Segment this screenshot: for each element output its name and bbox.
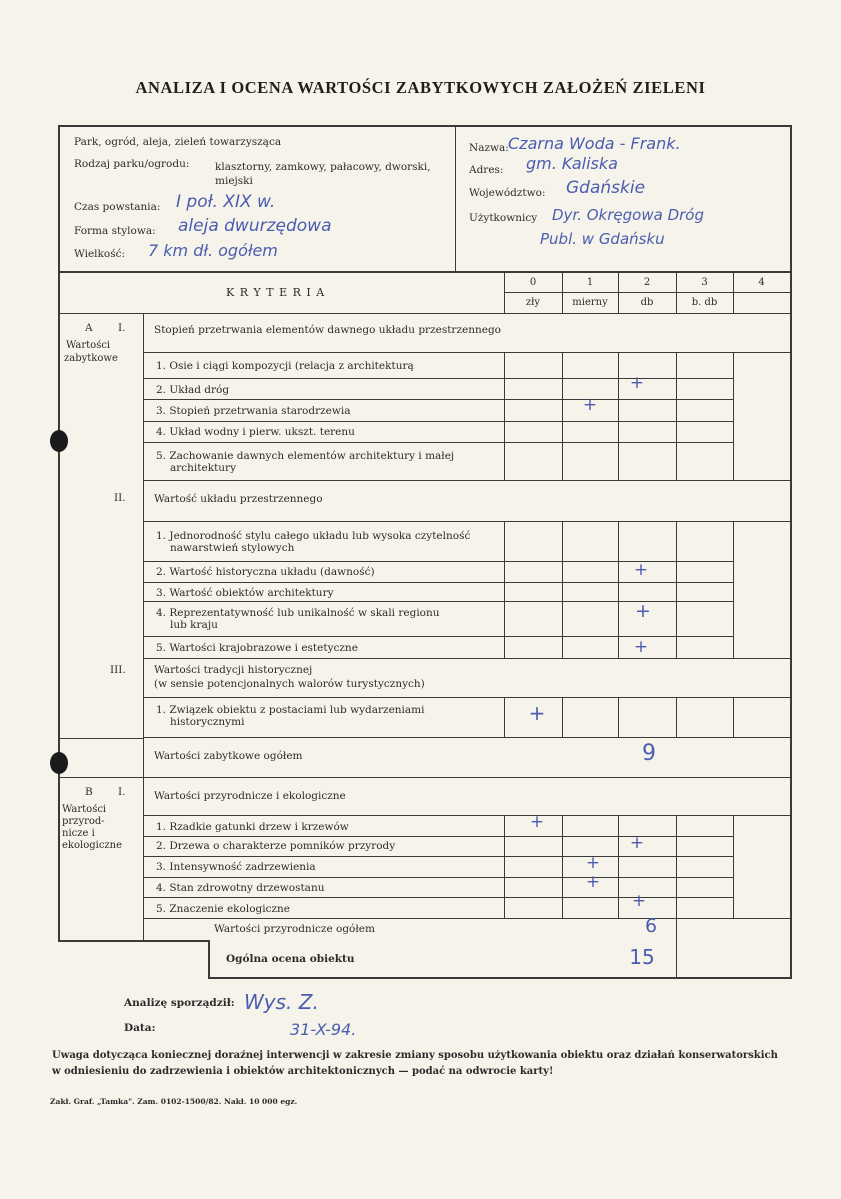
row-r5-b: architektury bbox=[170, 462, 237, 474]
row-s3: 3. Wartość obiektów architektury bbox=[156, 587, 334, 599]
col-1-word: mierny bbox=[572, 297, 608, 308]
mark-s5: + bbox=[633, 637, 649, 657]
section-b-name-2: przyrod- bbox=[62, 816, 105, 827]
section-b-name-4: ekologiczne bbox=[62, 840, 123, 851]
section-a-letter: A bbox=[85, 322, 93, 334]
col-line-3-head bbox=[676, 271, 677, 313]
czas-label: Czas powstania: bbox=[74, 201, 161, 213]
punch-hole-top bbox=[50, 430, 68, 452]
section-a-iii: III. bbox=[110, 664, 126, 676]
row-b5: 5. Znaczenie ekologiczne bbox=[156, 903, 291, 915]
uzyt-value: Dyr. Okręgowa Dróg bbox=[552, 206, 704, 224]
adres-value: gm. Kaliska bbox=[526, 154, 618, 173]
total-b-label: Wartości przyrodnicze ogółem bbox=[214, 923, 375, 935]
grid-v0-b bbox=[504, 521, 505, 658]
mark-b5: + bbox=[631, 891, 647, 911]
mark-b4: + bbox=[585, 872, 601, 892]
grid-v3-c bbox=[676, 697, 677, 737]
r3-bottom bbox=[143, 421, 733, 422]
section-a-name-1: Wartości bbox=[66, 340, 111, 351]
section-divider-b bbox=[58, 777, 792, 778]
row-b4: 4. Stan zdrowotny drzewostanu bbox=[156, 882, 325, 894]
grid-v1-a bbox=[562, 352, 563, 480]
frame-left bbox=[58, 125, 60, 941]
nazwa-label: Nazwa: bbox=[469, 142, 509, 154]
grid-v0-d bbox=[504, 815, 505, 918]
kryteria-bottom bbox=[58, 313, 792, 314]
grid-v3-a bbox=[676, 352, 677, 480]
col-2-word: db bbox=[640, 297, 654, 308]
col-line-1-head bbox=[562, 271, 563, 313]
grid-v3-d bbox=[676, 815, 677, 918]
grid-v4-b bbox=[733, 521, 734, 658]
total-all-label: Ogólna ocena obiektu bbox=[226, 953, 355, 965]
b3-bottom bbox=[143, 877, 733, 878]
grid-v3-b bbox=[676, 521, 677, 658]
grid-v4-a bbox=[733, 352, 734, 480]
section-a-name-2: zabytkowe bbox=[64, 353, 118, 364]
park-label: Park, ogród, aleja, zieleń towarzysząca bbox=[74, 136, 282, 148]
row-t1-b: historycznymi bbox=[170, 716, 245, 728]
grid-v2-d bbox=[618, 815, 619, 918]
b2-bottom bbox=[143, 856, 733, 857]
grid-v4-d bbox=[733, 815, 734, 918]
row-b2: 2. Drzewa o charakterze pomników przyrody bbox=[156, 840, 396, 852]
rodzaj-label: Rodzaj parku/ogrodu: bbox=[74, 158, 190, 170]
group-3-label-a: Wartości tradycji historycznej bbox=[154, 664, 313, 676]
t1-bottom bbox=[143, 737, 792, 738]
header-divider bbox=[455, 125, 456, 272]
header-bottom bbox=[58, 271, 792, 273]
analiza-label: Analizę sporządził: bbox=[124, 997, 235, 1009]
uwaga-line-1: Uwaga dotycząca koniecznej doraźnej interwencji w zakresie zmiany sposobu użytkowania obiektu oraz działań konserwatorskich bbox=[52, 1050, 778, 1061]
group-4-label: Wartości przyrodnicze i ekologiczne bbox=[154, 790, 346, 802]
uwaga-line-2: w odniesieniu do zadrzewienia i obiektów architektonicznych — podać na odwrocie karty! bbox=[52, 1066, 554, 1077]
group-1-label: Stopień przetrwania elementów dawnego układu przestrzennego bbox=[154, 324, 501, 336]
mark-s2: + bbox=[633, 560, 649, 580]
row-r2: 2. Układ dróg bbox=[156, 384, 230, 396]
b5-bottom bbox=[143, 918, 792, 919]
adres-label: Adres: bbox=[469, 164, 504, 176]
g3-top bbox=[143, 697, 792, 698]
mark-b3: + bbox=[585, 853, 601, 873]
wielkosc-value: 7 km dł. ogółem bbox=[148, 241, 278, 260]
total-box-line bbox=[676, 918, 677, 978]
data-value: 31-X-94. bbox=[290, 1020, 357, 1039]
forma-value: aleja dwurzędowa bbox=[178, 216, 332, 236]
section-col-line bbox=[143, 313, 144, 941]
row-r3: 3. Stopień przetrwania starodrzewia bbox=[156, 405, 351, 417]
uzyt-value-2: Publ. w Gdańsku bbox=[540, 230, 665, 248]
r5-bottom bbox=[143, 480, 792, 481]
row-s1-b: nawarstwień stylowych bbox=[170, 542, 295, 554]
row-s4-a: 4. Reprezentatywność lub unikalność w skali regionu bbox=[156, 607, 440, 619]
group-3-label-b: (w sensie potencjonalnych walorów turystycznych) bbox=[154, 678, 425, 690]
row-r1: 1. Osie i ciągi kompozycji (relacja z architekturą bbox=[156, 360, 414, 372]
punch-hole-bottom bbox=[50, 752, 68, 774]
col-line-4-head bbox=[733, 271, 734, 313]
grid-v2-b bbox=[618, 521, 619, 658]
grid-v1-d bbox=[562, 815, 563, 918]
col-line-2-head bbox=[618, 271, 619, 313]
wielkosc-label: Wielkość: bbox=[74, 248, 126, 260]
section-a-i: I. bbox=[118, 322, 126, 334]
forma-label: Forma stylowa: bbox=[74, 225, 156, 237]
s2-bottom bbox=[143, 582, 733, 583]
row-t1-a: 1. Związek obiektu z postaciami lub wydarzeniami bbox=[156, 704, 425, 716]
kryteria-label: K R Y T E R I A bbox=[226, 286, 326, 299]
woj-label: Województwo: bbox=[469, 187, 546, 199]
grid-v0-a bbox=[504, 352, 505, 480]
czas-value: I poł. XIX w. bbox=[176, 192, 276, 212]
col-1-num: 1 bbox=[586, 277, 594, 288]
row-b1: 1. Rzadkie gatunki drzew i krzewów bbox=[156, 821, 349, 833]
analiza-signature: Wys. Z. bbox=[244, 990, 319, 1014]
frame-bottom bbox=[208, 977, 792, 979]
g4-top bbox=[143, 815, 792, 816]
frame-step bbox=[208, 940, 210, 979]
kryteria-mid-line bbox=[504, 292, 792, 293]
row-b3: 3. Intensywność zadrzewienia bbox=[156, 861, 316, 873]
section-b-name-3: nicze i bbox=[62, 828, 95, 839]
grid-v2-c bbox=[618, 697, 619, 737]
total-all-value: 15 bbox=[629, 945, 655, 969]
page-title: ANALIZA I OCENA WARTOŚCI ZABYTKOWYCH ZAŁOŻEŃ ZIELENI bbox=[135, 78, 706, 97]
row-s5: 5. Wartości krajobrazowe i estetyczne bbox=[156, 642, 358, 654]
group-2-label: Wartość układu przestrzennego bbox=[154, 493, 323, 505]
frame-top bbox=[58, 125, 792, 127]
section-divider-a bbox=[58, 738, 144, 739]
mark-r3: + bbox=[582, 395, 598, 415]
col-3-num: 3 bbox=[701, 277, 708, 288]
grid-v1-c bbox=[562, 697, 563, 737]
uwaga-note bbox=[52, 1048, 792, 1080]
mark-t1: + bbox=[528, 701, 546, 725]
col-0-word: zły bbox=[525, 297, 541, 308]
row-s4-b: lub kraju bbox=[170, 619, 218, 631]
data-label: Data: bbox=[124, 1022, 156, 1034]
uzyt-label: Użytkownicy bbox=[469, 212, 538, 224]
grid-v4-c bbox=[733, 697, 734, 737]
row-s1-a: 1. Jednorodność stylu całego układu lub wysoka czytelność bbox=[156, 530, 471, 542]
grid-v1-b bbox=[562, 521, 563, 658]
section-b-letter: B bbox=[85, 786, 93, 798]
row-r5-a: 5. Zachowanie dawnych elementów architektury i małej bbox=[156, 450, 455, 462]
g2-top bbox=[143, 521, 792, 522]
printer-imprint: Zakł. Graf. „Tamka". Zam. 0102-1500/82. Nakł. 10 000 egz. bbox=[50, 1097, 298, 1106]
section-b-i: I. bbox=[118, 786, 126, 798]
row-s2: 2. Wartość historyczna układu (dawność) bbox=[156, 566, 375, 578]
section-b-name-1: Wartości bbox=[62, 804, 107, 815]
r2-bottom bbox=[143, 399, 733, 400]
mark-s4: + bbox=[635, 600, 651, 622]
woj-value: Gdańskie bbox=[566, 178, 646, 198]
s5-bottom bbox=[143, 658, 792, 659]
col-2-num: 2 bbox=[643, 277, 651, 288]
frame-right bbox=[790, 125, 792, 979]
col-0-num: 0 bbox=[529, 277, 537, 288]
g1-top bbox=[143, 352, 792, 353]
rodzaj-value-2: miejski bbox=[215, 175, 253, 187]
col-4-num: 4 bbox=[758, 277, 765, 288]
total-a-value: 9 bbox=[642, 741, 656, 766]
row-r4: 4. Układ wodny i pierw. ukszt. terenu bbox=[156, 426, 355, 438]
section-a-ii: II. bbox=[114, 492, 126, 504]
col-line-0-head bbox=[504, 271, 505, 313]
rodzaj-value: klasztorny, zamkowy, pałacowy, dworski, bbox=[215, 161, 431, 173]
mark-b1: + bbox=[529, 812, 545, 832]
frame-bottom-left bbox=[58, 940, 208, 942]
total-b-value: 6 bbox=[644, 915, 658, 937]
col-3-word: b. db bbox=[691, 297, 718, 308]
r4-bottom bbox=[143, 442, 733, 443]
total-a-label: Wartości zabytkowe ogółem bbox=[154, 750, 303, 762]
grid-v0-c bbox=[504, 697, 505, 737]
mark-b2: + bbox=[629, 833, 645, 853]
grid-v2-a bbox=[618, 352, 619, 480]
mark-r2: + bbox=[629, 373, 645, 393]
nazwa-value: Czarna Woda - Frank. bbox=[508, 134, 681, 153]
